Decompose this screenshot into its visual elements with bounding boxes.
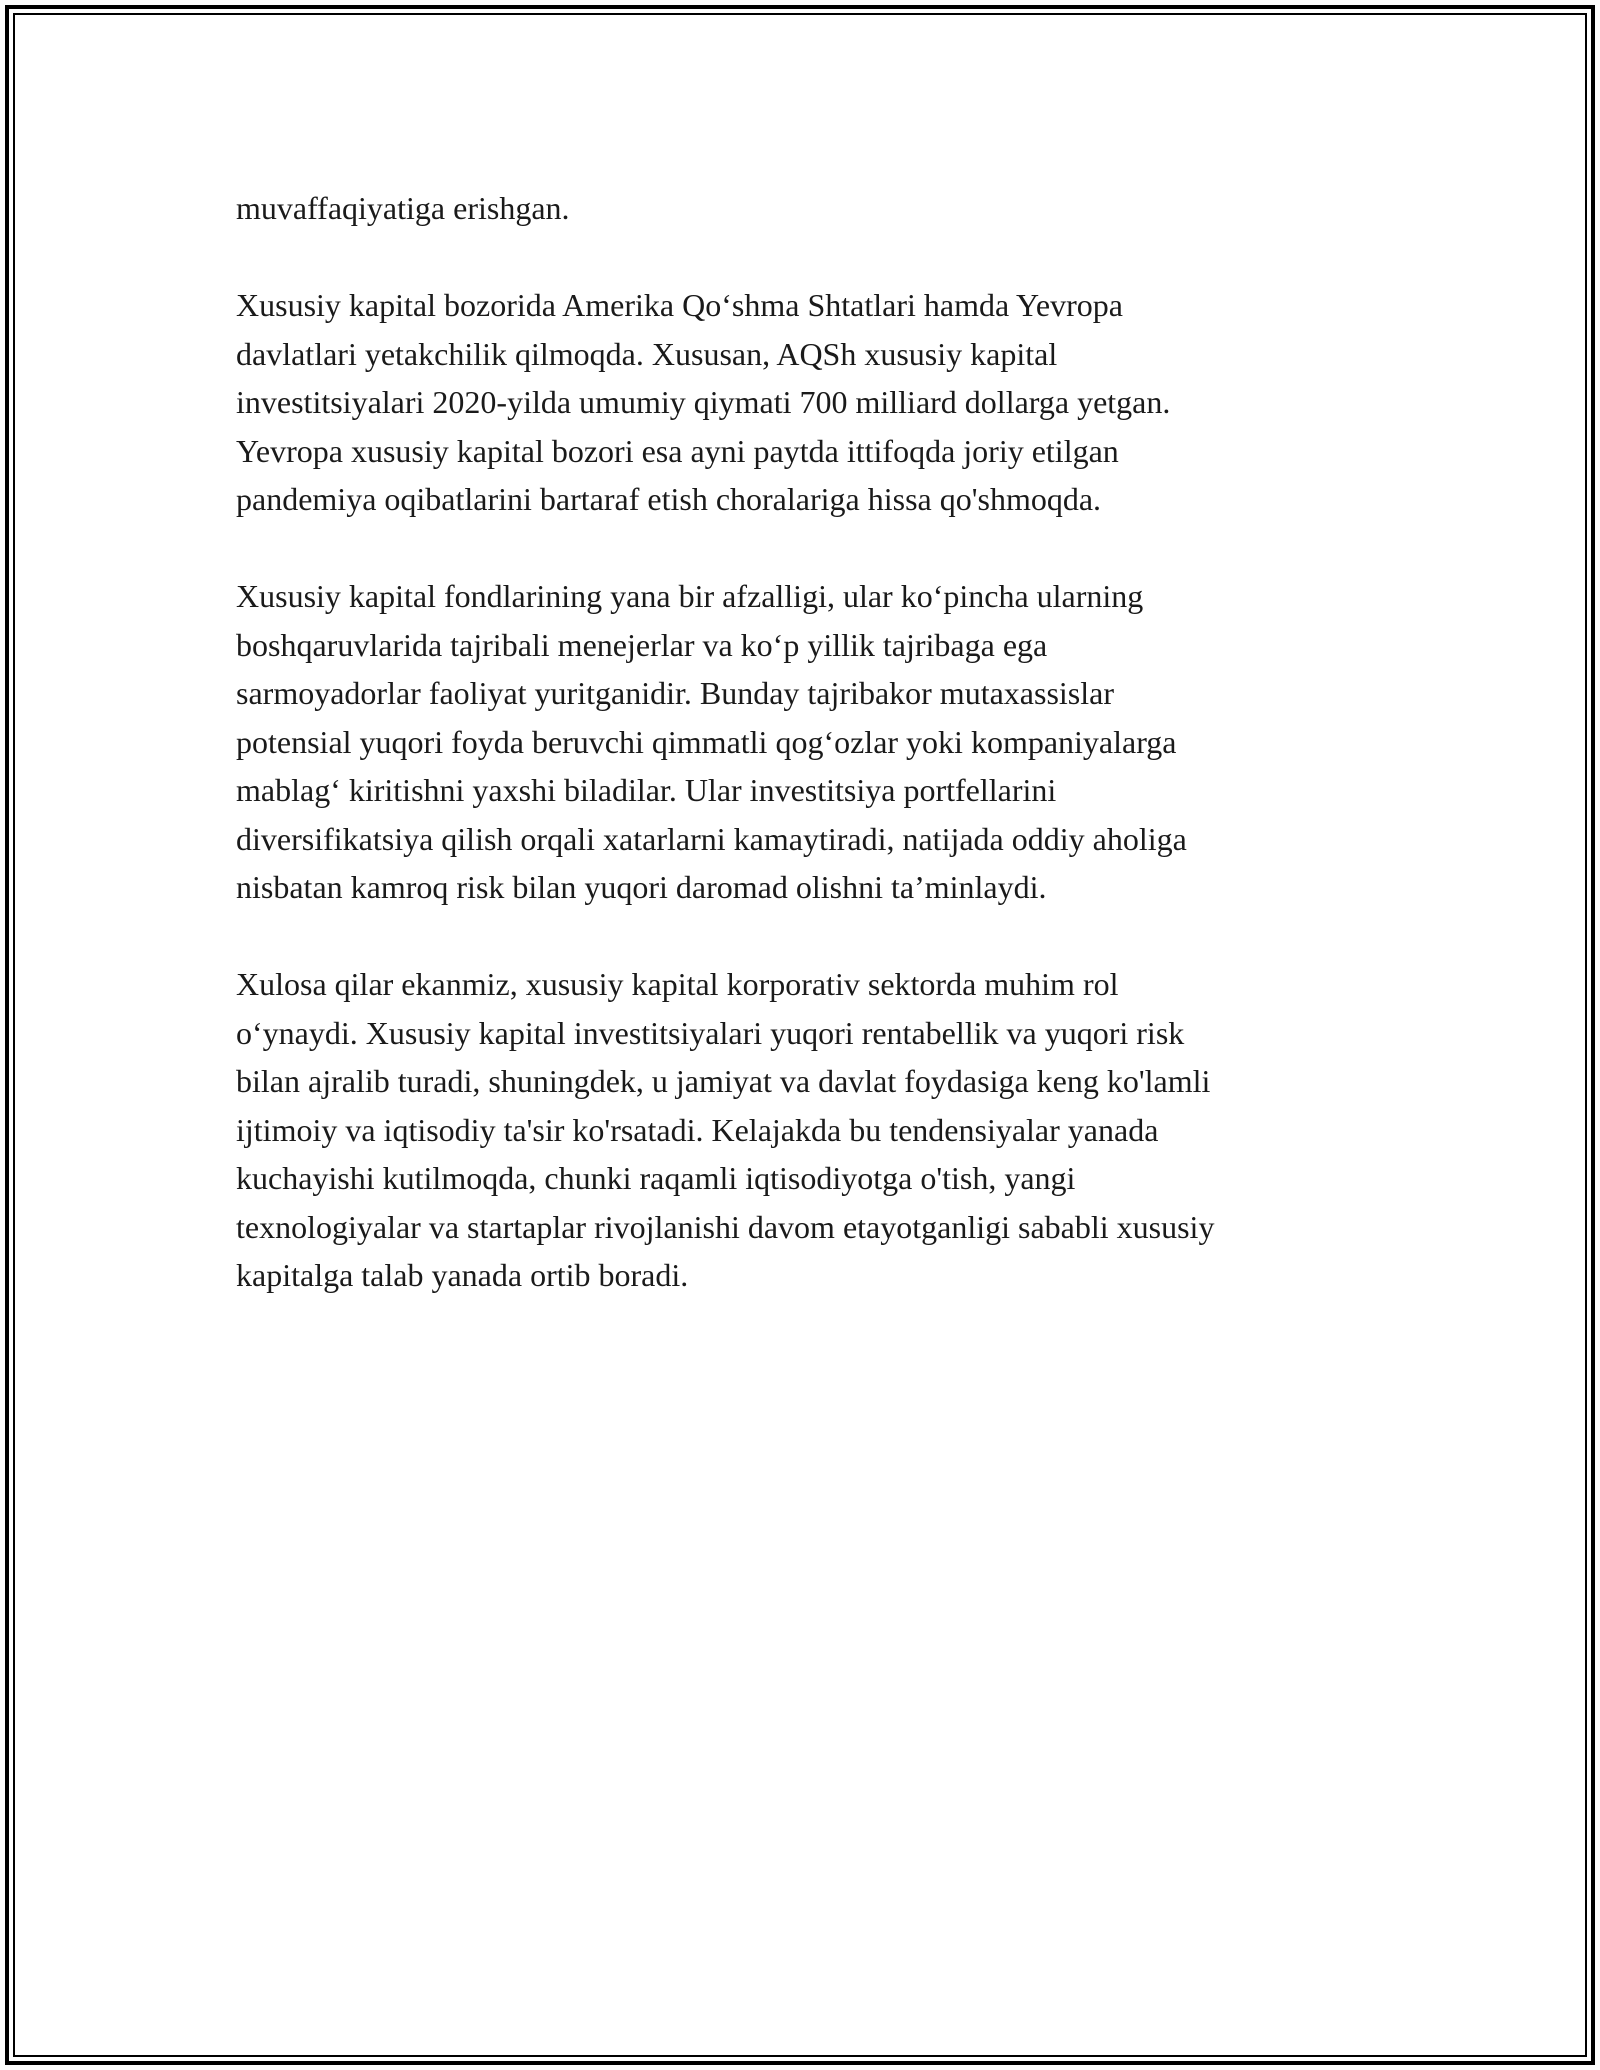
paragraph-2 [236,281,1376,524]
paragraph-1 [236,184,1376,233]
text-line: Xulosa qilar ekanmiz, xususiy kapital korporativ sektorda muhim rol [236,966,1119,1002]
text-line: Xususiy kapital fondlarining yana bir afzalligi, ular ko‘pincha ularning [236,578,1144,614]
text-line: texnologiyalar va startaplar rivojlanishi davom etayotganligi sababli xususiy [236,1208,1215,1245]
text-line: kuchayishi kutilmoqda, chunki raqamli iqtisodiyotga o'tish, yangi [236,1160,1076,1196]
text-line: ijtimoiy va iqtisodiy ta'sir ko'rsatadi. Kelajakda bu tendensiyalar yanada [236,1111,1159,1148]
paragraph-3 [236,572,1376,912]
text-line: mablag‘ kiritishni yaxshi biladilar. Ular investitsiya portfellarini [236,772,1057,808]
text-line: investitsiyalari 2020-yilda umumiy qiymati 700 milliard dollarga yetgan. [236,384,1171,420]
text-line: muvaffaqiyatiga erishgan. [236,190,570,226]
text-line: nisbatan kamroq risk bilan yuqori daromad olishni ta’minlaydi. [236,869,1047,905]
text-line: pandemiya oqibatlarini bartaraf etish choralariga hissa qo'shmoqda. [236,481,1102,517]
text-line: diversifikatsiya qilish orqali xatarlarni kamaytiradi, natijada oddiy aholiga [236,820,1187,857]
text-line: boshqaruvlarida tajribali menejerlar va ko‘p yillik tajribaga ega [236,626,1048,663]
text-line: davlatlari yetakchilik qilmoqda. Xususan, AQSh xususiy kapital [236,335,1058,372]
paragraph-4 [236,960,1376,1300]
text-line: Xususiy kapital bozorida Amerika Qo‘shma Shtatlari hamda Yevropa [236,287,1123,323]
text-line: sarmoyadorlar faoliyat yuritganidir. Bunday tajribakor mutaxassislar [236,675,1114,711]
text-line: Yevropa xususiy kapital bozori esa ayni paytda ittifoqda joriy etilgan [236,432,1119,469]
text-line: bilan ajralib turadi, shuningdek, u jamiyat va davlat foydasiga keng ko'lamli [236,1063,1211,1099]
text-line: potensial yuqori foyda beruvchi qimmatli qog‘ozlar yoki kompaniyalarga [236,723,1177,760]
text-line: o‘ynaydi. Xususiy kapital investitsiyalari yuqori rentabellik va yuqori risk [236,1014,1185,1051]
text-line: kapitalga talab yanada ortib boradi. [236,1257,689,1293]
document-body [236,184,1376,1348]
